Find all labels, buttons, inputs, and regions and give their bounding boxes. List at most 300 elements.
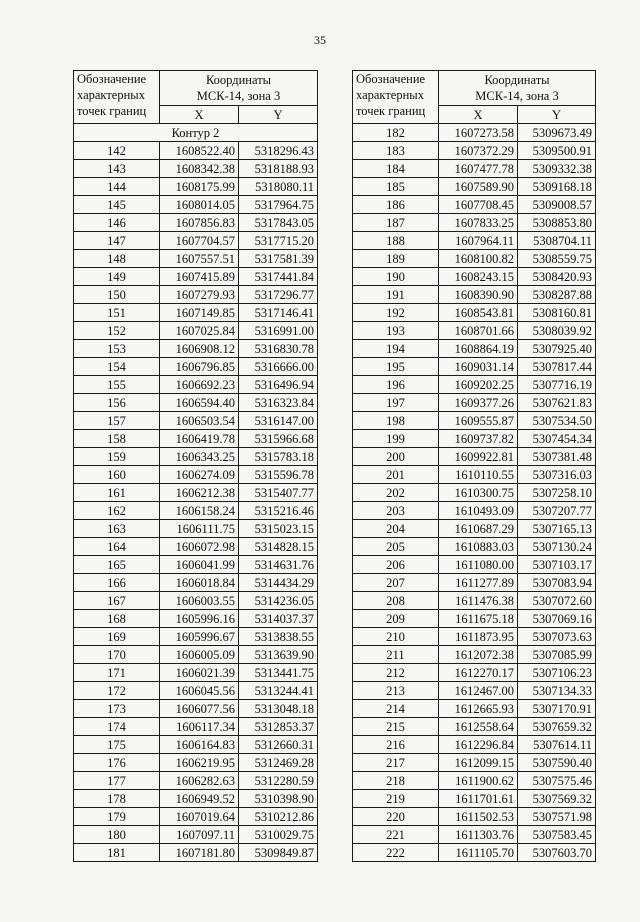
coordinates-line: МСК-14, зона 3 <box>475 89 559 103</box>
x-coordinate-cell: 1608522.40 <box>160 142 239 160</box>
x-coordinate-cell: 1606158.24 <box>160 502 239 520</box>
x-coordinate-cell: 1608342.38 <box>160 160 239 178</box>
x-coordinate-cell: 1607149.85 <box>160 304 239 322</box>
y-coordinate-cell: 5308704.11 <box>518 232 596 250</box>
point-number-cell: 159 <box>74 448 160 466</box>
y-coordinate-cell: 5307454.34 <box>518 430 596 448</box>
table-row <box>353 646 596 664</box>
table-row <box>74 826 318 844</box>
coordinates-table-left <box>73 70 318 862</box>
point-number-cell: 200 <box>353 448 439 466</box>
point-number-cell: 185 <box>353 178 439 196</box>
x-coordinate-cell: 1606282.63 <box>160 772 239 790</box>
table-row <box>353 196 596 214</box>
table-row <box>353 610 596 628</box>
designation-line: характерных <box>356 88 424 102</box>
y-coordinate-cell: 5315966.68 <box>239 430 318 448</box>
x-coordinate-cell: 1606045.56 <box>160 682 239 700</box>
table-row <box>74 790 318 808</box>
table-body-right <box>353 124 596 862</box>
table-row <box>74 340 318 358</box>
x-coordinate-cell: 1611105.70 <box>439 844 518 862</box>
y-coordinate-cell: 5313838.55 <box>239 628 318 646</box>
x-coordinate-cell: 1606419.78 <box>160 430 239 448</box>
table-row <box>353 682 596 700</box>
x-coordinate-cell: 1607372.29 <box>439 142 518 160</box>
table-body-left <box>74 124 318 862</box>
table-row <box>74 322 318 340</box>
x-coordinate-cell: 1607708.45 <box>439 196 518 214</box>
y-coordinate-cell: 5313048.18 <box>239 700 318 718</box>
table-row <box>74 682 318 700</box>
y-coordinate-cell: 5317715.20 <box>239 232 318 250</box>
x-coordinate-cell: 1606072.98 <box>160 538 239 556</box>
table-row <box>353 232 596 250</box>
y-coordinate-cell: 5316991.00 <box>239 322 318 340</box>
point-number-cell: 164 <box>74 538 160 556</box>
point-number-cell: 166 <box>74 574 160 592</box>
point-number-cell: 196 <box>353 376 439 394</box>
x-coordinate-cell: 1605996.67 <box>160 628 239 646</box>
point-number-cell: 213 <box>353 682 439 700</box>
point-number-cell: 155 <box>74 376 160 394</box>
point-number-cell: 167 <box>74 592 160 610</box>
y-coordinate-cell: 5307614.11 <box>518 736 596 754</box>
table-row <box>74 592 318 610</box>
x-coordinate-cell: 1606212.38 <box>160 484 239 502</box>
point-number-cell: 145 <box>74 196 160 214</box>
point-number-cell: 142 <box>74 142 160 160</box>
point-number-cell: 216 <box>353 736 439 754</box>
table-row <box>353 718 596 736</box>
x-coordinate-cell: 1607589.90 <box>439 178 518 196</box>
point-number-cell: 193 <box>353 322 439 340</box>
point-number-cell: 212 <box>353 664 439 682</box>
point-number-cell: 191 <box>353 286 439 304</box>
point-number-cell: 174 <box>74 718 160 736</box>
y-coordinate-cell: 5307170.91 <box>518 700 596 718</box>
y-coordinate-cell: 5314037.37 <box>239 610 318 628</box>
y-coordinate-cell: 5307575.46 <box>518 772 596 790</box>
table-row <box>353 286 596 304</box>
point-number-cell: 208 <box>353 592 439 610</box>
table-row <box>74 700 318 718</box>
point-number-cell: 219 <box>353 790 439 808</box>
designation-line: Обозначение <box>356 72 426 86</box>
y-coordinate-cell: 5314434.29 <box>239 574 318 592</box>
table-row <box>353 790 596 808</box>
point-number-cell: 206 <box>353 556 439 574</box>
point-number-cell: 184 <box>353 160 439 178</box>
point-number-cell: 147 <box>74 232 160 250</box>
x-coordinate-cell: 1607856.83 <box>160 214 239 232</box>
point-number-cell: 143 <box>74 160 160 178</box>
point-number-cell: 150 <box>74 286 160 304</box>
table-row <box>353 304 596 322</box>
x-coordinate-cell: 1611873.95 <box>439 628 518 646</box>
point-number-cell: 146 <box>74 214 160 232</box>
coordinates-line: Координаты <box>205 73 272 87</box>
x-coordinate-cell: 1607415.89 <box>160 268 239 286</box>
contour-label: Контур 2 <box>74 124 318 142</box>
x-coordinate-cell: 1606796.85 <box>160 358 239 376</box>
y-coordinate-cell: 5316496.94 <box>239 376 318 394</box>
point-number-cell: 144 <box>74 178 160 196</box>
x-coordinate-cell: 1608175.99 <box>160 178 239 196</box>
point-number-cell: 201 <box>353 466 439 484</box>
point-number-cell: 198 <box>353 412 439 430</box>
table-row <box>353 430 596 448</box>
table-row <box>353 538 596 556</box>
point-number-cell: 165 <box>74 556 160 574</box>
table-row <box>74 772 318 790</box>
x-coordinate-cell: 1606692.23 <box>160 376 239 394</box>
y-coordinate-cell: 5308420.93 <box>518 268 596 286</box>
point-number-cell: 194 <box>353 340 439 358</box>
x-coordinate-cell: 1606219.95 <box>160 754 239 772</box>
point-number-cell: 173 <box>74 700 160 718</box>
designation-header <box>353 71 439 124</box>
table-row <box>74 736 318 754</box>
point-number-cell: 154 <box>74 358 160 376</box>
table-row <box>353 412 596 430</box>
x-coordinate-cell: 1608100.82 <box>439 250 518 268</box>
table-row <box>353 628 596 646</box>
point-number-cell: 169 <box>74 628 160 646</box>
point-number-cell: 220 <box>353 808 439 826</box>
x-coordinate-cell: 1606164.83 <box>160 736 239 754</box>
y-coordinate-cell: 5307817.44 <box>518 358 596 376</box>
point-number-cell: 161 <box>74 484 160 502</box>
y-coordinate-cell: 5312280.59 <box>239 772 318 790</box>
y-header: Y <box>239 106 318 124</box>
x-coordinate-cell: 1607019.64 <box>160 808 239 826</box>
y-coordinate-cell: 5314236.05 <box>239 592 318 610</box>
table-row <box>353 844 596 862</box>
x-coordinate-cell: 1611277.89 <box>439 574 518 592</box>
x-coordinate-cell: 1606041.99 <box>160 556 239 574</box>
table-row <box>353 664 596 682</box>
table-row <box>74 196 318 214</box>
table-row <box>353 592 596 610</box>
y-coordinate-cell: 5307069.16 <box>518 610 596 628</box>
table-row <box>74 430 318 448</box>
y-coordinate-cell: 5313244.41 <box>239 682 318 700</box>
point-number-cell: 163 <box>74 520 160 538</box>
point-number-cell: 204 <box>353 520 439 538</box>
y-coordinate-cell: 5307130.24 <box>518 538 596 556</box>
point-number-cell: 151 <box>74 304 160 322</box>
table-row <box>74 412 318 430</box>
y-coordinate-cell: 5317441.84 <box>239 268 318 286</box>
point-number-cell: 209 <box>353 610 439 628</box>
table-row <box>74 844 318 862</box>
point-number-cell: 211 <box>353 646 439 664</box>
table-row <box>353 250 596 268</box>
x-coordinate-cell: 1612665.93 <box>439 700 518 718</box>
y-coordinate-cell: 5315216.46 <box>239 502 318 520</box>
x-coordinate-cell: 1606111.75 <box>160 520 239 538</box>
y-coordinate-cell: 5310212.86 <box>239 808 318 826</box>
x-coordinate-cell: 1606908.12 <box>160 340 239 358</box>
point-number-cell: 205 <box>353 538 439 556</box>
table-row <box>353 520 596 538</box>
point-number-cell: 181 <box>74 844 160 862</box>
table-row <box>74 574 318 592</box>
table-row <box>74 232 318 250</box>
point-number-cell: 186 <box>353 196 439 214</box>
table-row <box>353 322 596 340</box>
y-coordinate-cell: 5312469.28 <box>239 754 318 772</box>
x-coordinate-cell: 1607279.93 <box>160 286 239 304</box>
y-coordinate-cell: 5315407.77 <box>239 484 318 502</box>
x-coordinate-cell: 1606343.25 <box>160 448 239 466</box>
point-number-cell: 171 <box>74 664 160 682</box>
y-coordinate-cell: 5315596.78 <box>239 466 318 484</box>
y-coordinate-cell: 5313639.90 <box>239 646 318 664</box>
y-coordinate-cell: 5314828.15 <box>239 538 318 556</box>
x-coordinate-cell: 1609202.25 <box>439 376 518 394</box>
table-row <box>353 178 596 196</box>
table-row <box>353 502 596 520</box>
y-coordinate-cell: 5307716.19 <box>518 376 596 394</box>
table-row <box>74 376 318 394</box>
x-header: X <box>160 106 239 124</box>
point-number-cell: 217 <box>353 754 439 772</box>
table-row <box>353 340 596 358</box>
x-coordinate-cell: 1612099.15 <box>439 754 518 772</box>
table-row <box>74 484 318 502</box>
y-coordinate-cell: 5317581.39 <box>239 250 318 268</box>
point-number-cell: 156 <box>74 394 160 412</box>
x-coordinate-cell: 1606594.40 <box>160 394 239 412</box>
x-coordinate-cell: 1605996.16 <box>160 610 239 628</box>
x-coordinate-cell: 1607964.11 <box>439 232 518 250</box>
y-coordinate-cell: 5307621.83 <box>518 394 596 412</box>
x-coordinate-cell: 1612296.84 <box>439 736 518 754</box>
y-coordinate-cell: 5307165.13 <box>518 520 596 538</box>
y-coordinate-cell: 5314631.76 <box>239 556 318 574</box>
x-coordinate-cell: 1608390.90 <box>439 286 518 304</box>
point-number-cell: 195 <box>353 358 439 376</box>
x-coordinate-cell: 1612270.17 <box>439 664 518 682</box>
x-coordinate-cell: 1609031.14 <box>439 358 518 376</box>
point-number-cell: 210 <box>353 628 439 646</box>
table-row <box>353 448 596 466</box>
table-row <box>74 142 318 160</box>
x-coordinate-cell: 1612072.38 <box>439 646 518 664</box>
table-row <box>74 520 318 538</box>
y-coordinate-cell: 5307106.23 <box>518 664 596 682</box>
table-row <box>353 484 596 502</box>
table-row <box>353 142 596 160</box>
y-coordinate-cell: 5312853.37 <box>239 718 318 736</box>
point-number-cell: 203 <box>353 502 439 520</box>
table-row <box>353 160 596 178</box>
point-number-cell: 178 <box>74 790 160 808</box>
x-coordinate-cell: 1611675.18 <box>439 610 518 628</box>
x-coordinate-cell: 1607557.51 <box>160 250 239 268</box>
x-coordinate-cell: 1606077.56 <box>160 700 239 718</box>
y-coordinate-cell: 5309332.38 <box>518 160 596 178</box>
x-coordinate-cell: 1611080.00 <box>439 556 518 574</box>
table-row <box>74 664 318 682</box>
table-row <box>74 556 318 574</box>
point-number-cell: 162 <box>74 502 160 520</box>
table-row <box>353 466 596 484</box>
y-coordinate-cell: 5307659.32 <box>518 718 596 736</box>
y-coordinate-cell: 5309500.91 <box>518 142 596 160</box>
table-row <box>74 502 318 520</box>
table-row <box>353 826 596 844</box>
designation-line: точек границ <box>356 104 426 118</box>
x-coordinate-cell: 1607273.58 <box>439 124 518 142</box>
point-number-cell: 187 <box>353 214 439 232</box>
y-coordinate-cell: 5307316.03 <box>518 466 596 484</box>
point-number-cell: 153 <box>74 340 160 358</box>
y-coordinate-cell: 5310029.75 <box>239 826 318 844</box>
x-coordinate-cell: 1606018.84 <box>160 574 239 592</box>
table-row <box>74 160 318 178</box>
point-number-cell: 221 <box>353 826 439 844</box>
y-coordinate-cell: 5307072.60 <box>518 592 596 610</box>
point-number-cell: 160 <box>74 466 160 484</box>
x-coordinate-cell: 1609555.87 <box>439 412 518 430</box>
point-number-cell: 215 <box>353 718 439 736</box>
table-row <box>74 808 318 826</box>
point-number-cell: 149 <box>74 268 160 286</box>
x-coordinate-cell: 1609737.82 <box>439 430 518 448</box>
point-number-cell: 207 <box>353 574 439 592</box>
y-coordinate-cell: 5316666.00 <box>239 358 318 376</box>
x-coordinate-cell: 1610687.29 <box>439 520 518 538</box>
table-row <box>353 754 596 772</box>
table-row <box>74 286 318 304</box>
point-number-cell: 158 <box>74 430 160 448</box>
y-coordinate-cell: 5307381.48 <box>518 448 596 466</box>
x-coordinate-cell: 1610493.09 <box>439 502 518 520</box>
x-coordinate-cell: 1608701.66 <box>439 322 518 340</box>
y-coordinate-cell: 5308853.80 <box>518 214 596 232</box>
y-coordinate-cell: 5307603.70 <box>518 844 596 862</box>
point-number-cell: 177 <box>74 772 160 790</box>
x-coordinate-cell: 1610883.03 <box>439 538 518 556</box>
table-row <box>353 124 596 142</box>
table-row <box>353 772 596 790</box>
point-number-cell: 222 <box>353 844 439 862</box>
coordinates-table-right <box>352 70 596 862</box>
y-coordinate-cell: 5307583.45 <box>518 826 596 844</box>
table-row <box>74 394 318 412</box>
point-number-cell: 218 <box>353 772 439 790</box>
y-coordinate-cell: 5309673.49 <box>518 124 596 142</box>
designation-line: точек границ <box>77 104 147 118</box>
point-number-cell: 148 <box>74 250 160 268</box>
point-number-cell: 192 <box>353 304 439 322</box>
point-number-cell: 199 <box>353 430 439 448</box>
coordinates-header <box>160 71 318 106</box>
y-coordinate-cell: 5307085.99 <box>518 646 596 664</box>
y-coordinate-cell: 5317296.77 <box>239 286 318 304</box>
x-coordinate-cell: 1608014.05 <box>160 196 239 214</box>
table-row <box>353 556 596 574</box>
y-coordinate-cell: 5307103.17 <box>518 556 596 574</box>
designation-line: Обозначение <box>77 72 147 86</box>
x-coordinate-cell: 1610300.75 <box>439 484 518 502</box>
x-coordinate-cell: 1606003.55 <box>160 592 239 610</box>
table-row <box>353 268 596 286</box>
x-coordinate-cell: 1606274.09 <box>160 466 239 484</box>
x-header: X <box>439 106 518 124</box>
y-coordinate-cell: 5308039.92 <box>518 322 596 340</box>
point-number-cell: 157 <box>74 412 160 430</box>
point-number-cell: 202 <box>353 484 439 502</box>
x-coordinate-cell: 1611701.61 <box>439 790 518 808</box>
coordinates-line: МСК-14, зона 3 <box>196 89 281 103</box>
x-coordinate-cell: 1607477.78 <box>439 160 518 178</box>
x-coordinate-cell: 1606005.09 <box>160 646 239 664</box>
table-row <box>74 304 318 322</box>
x-coordinate-cell: 1611900.62 <box>439 772 518 790</box>
y-coordinate-cell: 5317964.75 <box>239 196 318 214</box>
table-row <box>74 466 318 484</box>
point-number-cell: 179 <box>74 808 160 826</box>
table-row <box>74 214 318 232</box>
y-coordinate-cell: 5318188.93 <box>239 160 318 178</box>
coordinates-header <box>439 71 596 106</box>
y-coordinate-cell: 5307207.77 <box>518 502 596 520</box>
y-coordinate-cell: 5316147.00 <box>239 412 318 430</box>
y-coordinate-cell: 5307569.32 <box>518 790 596 808</box>
x-coordinate-cell: 1606117.34 <box>160 718 239 736</box>
y-coordinate-cell: 5315023.15 <box>239 520 318 538</box>
y-coordinate-cell: 5307073.63 <box>518 628 596 646</box>
table-row <box>353 214 596 232</box>
y-coordinate-cell: 5317146.41 <box>239 304 318 322</box>
table-row <box>74 250 318 268</box>
table-row <box>353 394 596 412</box>
point-number-cell: 189 <box>353 250 439 268</box>
x-coordinate-cell: 1606021.39 <box>160 664 239 682</box>
y-coordinate-cell: 5316830.78 <box>239 340 318 358</box>
x-coordinate-cell: 1612467.00 <box>439 682 518 700</box>
y-coordinate-cell: 5312660.31 <box>239 736 318 754</box>
y-coordinate-cell: 5317843.05 <box>239 214 318 232</box>
point-number-cell: 188 <box>353 232 439 250</box>
point-number-cell: 175 <box>74 736 160 754</box>
x-coordinate-cell: 1608864.19 <box>439 340 518 358</box>
x-coordinate-cell: 1607097.11 <box>160 826 239 844</box>
y-coordinate-cell: 5316323.84 <box>239 394 318 412</box>
point-number-cell: 168 <box>74 610 160 628</box>
x-coordinate-cell: 1606949.52 <box>160 790 239 808</box>
coordinates-line: Координаты <box>484 73 550 87</box>
y-coordinate-cell: 5318296.43 <box>239 142 318 160</box>
y-coordinate-cell: 5307258.10 <box>518 484 596 502</box>
y-coordinate-cell: 5309168.18 <box>518 178 596 196</box>
table-row <box>74 358 318 376</box>
table-row <box>353 700 596 718</box>
point-number-cell: 190 <box>353 268 439 286</box>
x-coordinate-cell: 1606503.54 <box>160 412 239 430</box>
point-number-cell: 180 <box>74 826 160 844</box>
x-coordinate-cell: 1611476.38 <box>439 592 518 610</box>
x-coordinate-cell: 1609377.26 <box>439 394 518 412</box>
y-coordinate-cell: 5308160.81 <box>518 304 596 322</box>
page-number: 35 <box>314 33 326 47</box>
y-coordinate-cell: 5309849.87 <box>239 844 318 862</box>
table-row <box>353 376 596 394</box>
